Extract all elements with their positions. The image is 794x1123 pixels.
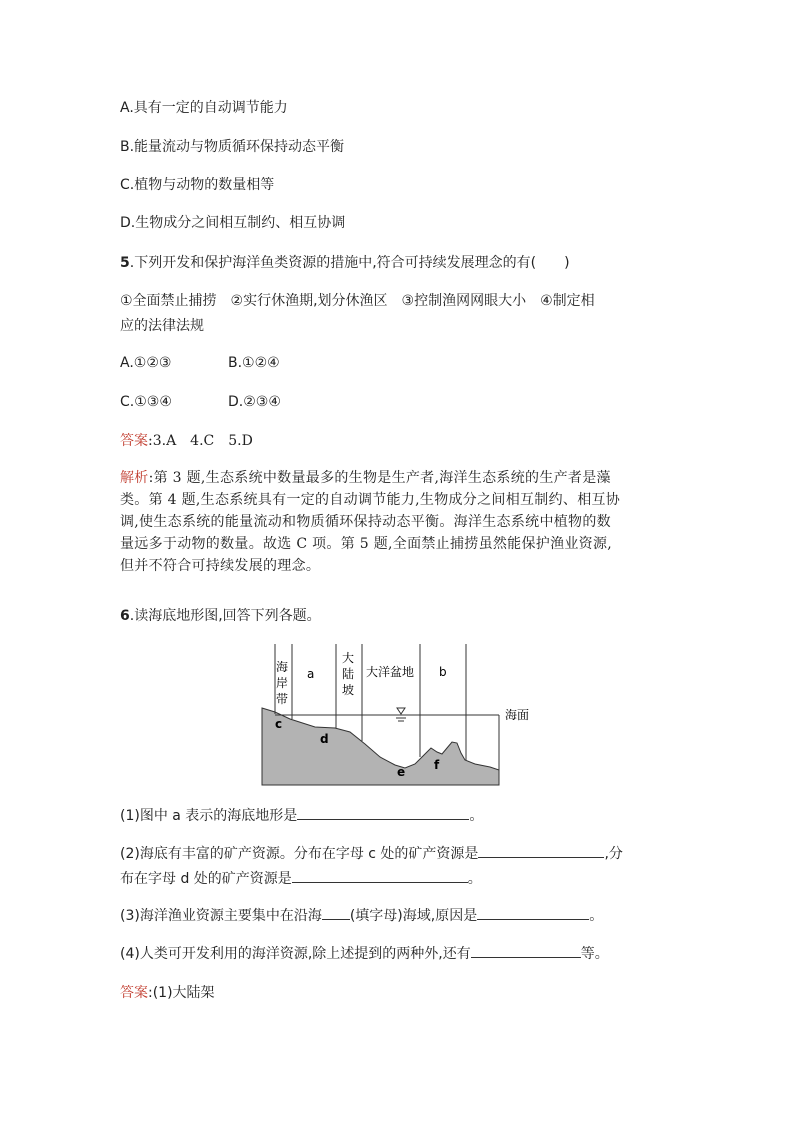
label-d: d (320, 732, 329, 746)
q6-sub2b-end: 。 (467, 871, 482, 887)
q6-sub2 (120, 843, 623, 864)
q6-sub3-text: (3)海洋渔业资源主要集中在沿海 (120, 908, 322, 924)
q5-stem-text: .下列开发和保护海洋鱼类资源的措施中,符合可持续发展理念的有( ) (129, 255, 570, 271)
label-f: f (434, 758, 440, 772)
label-coastal-zone-2: 岸 (276, 676, 289, 690)
label-c: c (275, 717, 283, 731)
q6-sub1 (120, 805, 483, 826)
q6-sub3 (120, 905, 603, 926)
q5-option-a: A.①②③ (120, 355, 172, 371)
label-coastal-zone-1: 海 (276, 660, 289, 674)
q4-option-c: C.植物与动物的数量相等 (120, 177, 275, 193)
analysis-line-2: 类。第 4 题,生态系统具有一定的自动调节能力,生物成分之间相互制约、相互协 (120, 492, 621, 508)
q6-sub1-end: 。 (469, 808, 484, 824)
q4-option-d: D.生物成分之间相互制约、相互协调 (120, 215, 346, 231)
label-continental-slope-2: 陆 (342, 667, 355, 681)
analysis-block (120, 467, 672, 577)
q6-sub4-text: (4)人类可开发利用的海洋资源,除上述提到的两种外,还有 (120, 946, 471, 962)
q4-option-b: B.能量流动与物质循环保持动态平衡 (120, 139, 345, 155)
answer-label-2: 答案 (120, 985, 148, 1001)
answer-6 (120, 983, 215, 1003)
q6-sub2-cont: ,分 (604, 846, 623, 862)
answer-blank-4[interactable] (471, 943, 581, 958)
q5-option-c: C.①③④ (120, 394, 172, 410)
label-ocean-basin: 大洋盆地 (366, 665, 415, 679)
analysis-line-1: :第 3 题,生态系统中数量最多的生物是生产者,海洋生态系统的生产者是藻 (148, 470, 611, 486)
q6-stem-text: .读海底地形图,回答下列各题。 (129, 608, 321, 624)
q6-sub2b (120, 868, 482, 889)
q5-option-b: B.①②④ (228, 355, 280, 371)
answer-blank-3-letter[interactable] (322, 905, 350, 920)
seabed-profile (262, 708, 499, 785)
q6-sub2b-text: 布在字母 d 处的矿产资源是 (120, 871, 292, 887)
q6-sub3-mid: (填字母)海域,原因是 (349, 908, 478, 924)
analysis-line-3: 调,使生态系统的能量流动和物质循环保持动态平衡。海洋生态系统中植物的数 (120, 514, 611, 530)
seafloor-diagram (255, 640, 545, 790)
answer-blank-2c[interactable] (478, 843, 604, 858)
analysis-line-5: 但并不符合可持续发展的理念。 (120, 558, 321, 574)
analysis-label: 解析 (120, 470, 149, 486)
q5-items-line1: ①全面禁止捕捞 ②实行休渔期,划分休渔区 ③控制渔网网眼大小 ④制定相 (120, 293, 595, 309)
label-continental-slope-3: 坡 (342, 683, 355, 697)
label-b: b (439, 665, 447, 679)
label-coastal-zone-3: 带 (276, 692, 289, 706)
q6-stem (120, 606, 321, 626)
q5-number: 5 (120, 255, 130, 271)
q6-sub1-text: (1)图中 a 表示的海底地形是 (120, 808, 298, 824)
q4-option-a: A.具有一定的自动调节能力 (120, 100, 288, 116)
q6-sub4-end: 等。 (580, 946, 609, 962)
q5-option-d: D.②③④ (228, 394, 281, 410)
q6-number: 6 (120, 608, 130, 624)
answer-label: 答案 (120, 433, 148, 449)
label-continental-slope-1: 大 (342, 651, 355, 665)
answer-blank-2d[interactable] (292, 868, 468, 883)
label-e: e (397, 765, 406, 779)
label-sea-level: 海面 (505, 708, 530, 722)
q5-items-line2: 应的法律法规 (120, 318, 204, 334)
answer-text-2: :(1)大陆架 (148, 985, 215, 1001)
label-a: a (307, 667, 315, 681)
q6-sub4 (120, 943, 609, 964)
q6-sub3-end: 。 (589, 908, 604, 924)
q5-stem (120, 253, 570, 273)
answer-blank-3-reason[interactable] (477, 905, 589, 920)
answer-text: :3.A 4.C 5.D (148, 433, 253, 449)
answer-3-5 (120, 431, 253, 451)
analysis-line-4: 量远多于动物的数量。故选 C 项。第 5 题,全面禁止捕捞虽然能保护渔业资源, (120, 536, 613, 552)
q6-sub2-text: (2)海底有丰富的矿产资源。分布在字母 c 处的矿产资源是 (120, 846, 479, 862)
answer-blank-1[interactable] (297, 805, 469, 820)
